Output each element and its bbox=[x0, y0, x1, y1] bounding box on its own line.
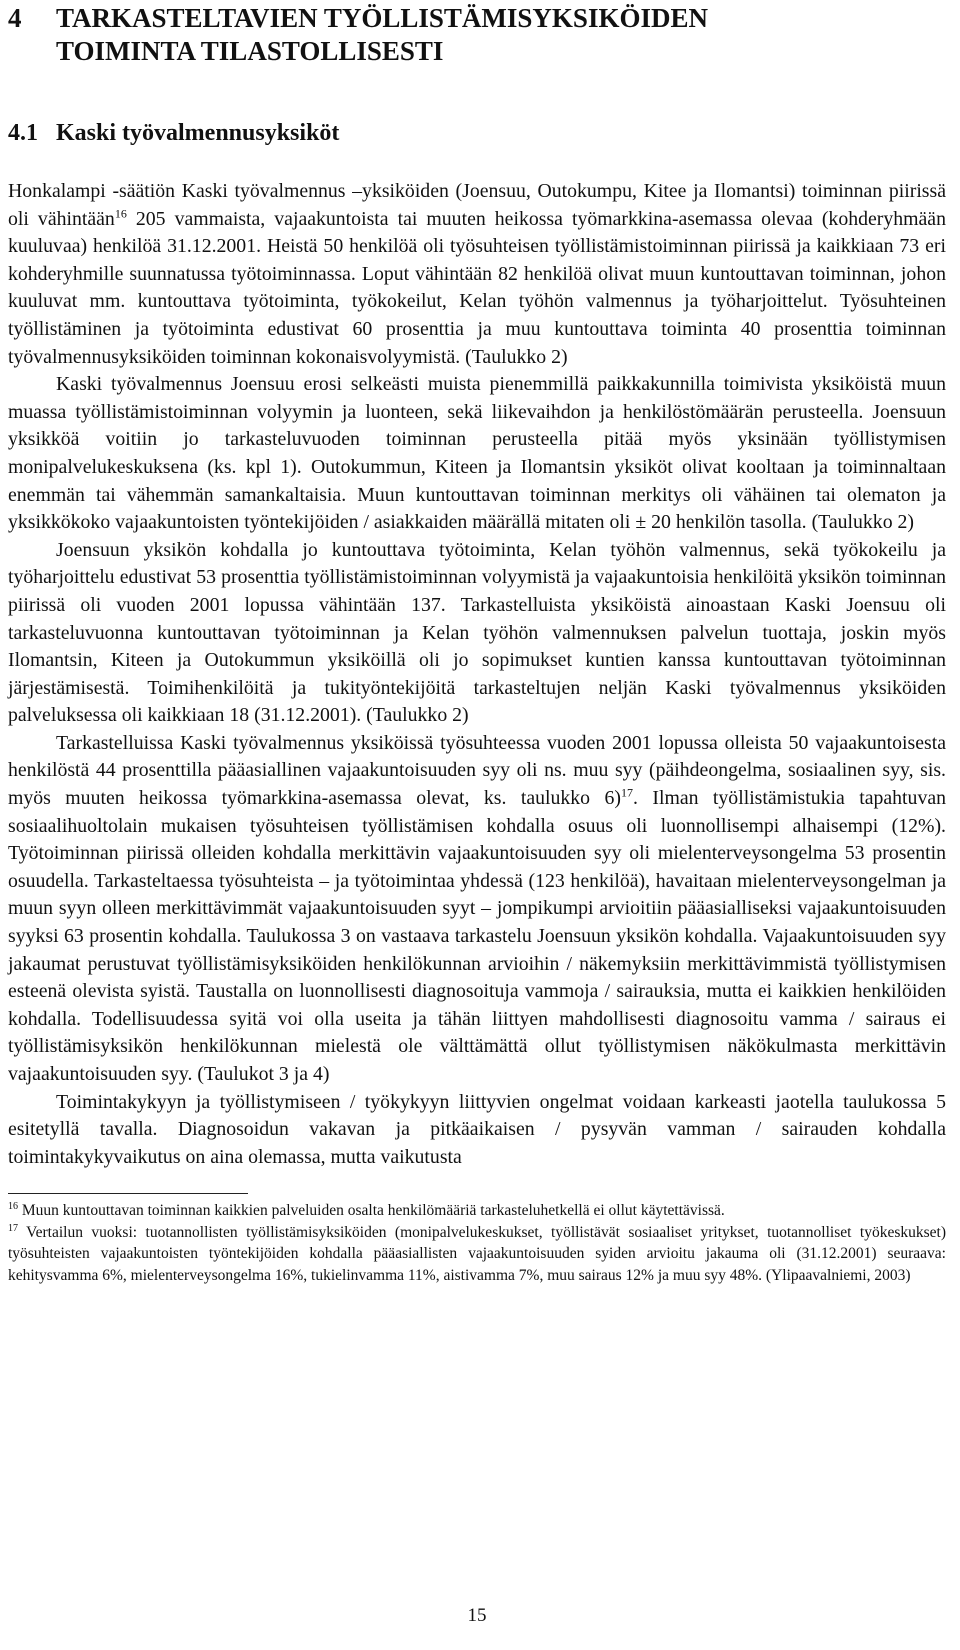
chapter-title-line-1: TARKASTELTAVIEN TYÖLLISTÄMISYKSIKÖIDEN bbox=[56, 3, 708, 33]
footnote-16-mark: 16 bbox=[8, 1201, 18, 1213]
paragraph-1-part-b: 205 vammaista, vajaakuntoista tai muuten heikossa työmarkkina-asemassa olevaa (kohderyhmään kuuluvaa) henkilöä 31.12.2001. Heistä 50 henkilöä oli työsuhteisen työllistämistoiminnan piirissä ja kaikkiaan 73 eri kohderyhmille suunnatussa työtoiminnassa. Loput vähintään 82 henkilöä olivat muun kuntouttavan toiminnan, johon kuuluvat mm. kuntouttava työtoiminta, työkokeilut, Kelan työhön valmennus ja työharjoittelut. Työsuhteinen työllistäminen ja työtoiminta edustivat 60 prosenttia ja muu kuntouttava toiminta 40 prosenttia toiminnan työvalmennusyksiköiden toiminnan kokonaisvolyymistä. (Taulukko 2) bbox=[8, 207, 946, 368]
footnote-17 bbox=[8, 1222, 946, 1287]
section-number: 4.1 bbox=[8, 120, 38, 146]
footnote-17-text: Vertailun vuoksi: tuotannollisten työllistämisyksiköiden (monipalvelukeskukset, työllistävät sosiaaliset yritykset, tuotannolliset työkeskukset) työsuhteisten vajaakuntoisten työntekijöiden kohdalla pääasiallisten vajaakuntoisuuden syiden arvioitu jakauma oli (31.12.2001) seuraava: kehitysvamma 6%, mielenterveysongelma 16%, tukielinvamma 11%, aistivamma 7%, muu sairaus 12% ja muu syy 48%. (Ylipaavalniemi, 2003) bbox=[8, 1223, 946, 1284]
footnote-17-mark: 17 bbox=[8, 1222, 18, 1234]
chapter-heading bbox=[8, 2, 946, 68]
body-text bbox=[8, 178, 946, 1171]
footnotes bbox=[8, 1200, 946, 1286]
chapter-number: 4 bbox=[8, 3, 22, 33]
paragraph-4-part-a: Tarkastelluissa Kaski työvalmennus yksiköissä työsuhteessa vuoden 2001 lopussa olleista 50 vajaakuntoisesta henkilöstä 44 prosenttilla pääasiallinen vajaakuntoisuuden syy oli ns. muu syy (päihdeongelma, sosiaalinen syy, sis. myös muuten heikossa työmarkkina-asemassa olevat, ks. taulukko 6) bbox=[8, 731, 946, 810]
chapter-title-line-2: TOIMINTA TILASTOLLISESTI bbox=[56, 36, 444, 66]
chapter-title bbox=[56, 2, 708, 68]
footnote-16-text: Muun kuntouttavan toiminnan kaikkien palveluiden osalta henkilömääriä tarkasteluhetkellä ei ollut käytettävissä. bbox=[18, 1202, 725, 1220]
section-title: Kaski työvalmennusyksiköt bbox=[56, 120, 340, 146]
footnote-16 bbox=[8, 1200, 946, 1222]
paragraph-2: Kaski työvalmennus Joensuu erosi selkeästi muista pienemmillä paikkakunnilla toimivista yksiköistä muun muassa työllistämistoiminnan volyymin ja luonteen, sekä liikevaihdon ja henkilöstömäärän perusteella. Joensuun yksikköä voitiin jo tarkasteluvuoden toiminnan perusteella pitää myös yksinään työllistymisen monipalvelukeskuksena (ks. kpl 1). Outokummun, Kiteen ja Ilomantsin yksiköt olivat kooltaan ja toiminnaltaan enemmän tai vähemmän samankaltaisia. Muun kuntouttavan toiminnan merkitys oli vähäinen tai olematon ja yksikkökoko vajaakuntoisten työntekijöiden / asiakkaiden määrällä mitaten oli ± 20 henkilön tasolla. (Taulukko 2) bbox=[8, 373, 946, 534]
footnote-ref-16: 16 bbox=[114, 206, 127, 220]
paragraph-1 bbox=[8, 178, 946, 371]
section-heading bbox=[8, 118, 946, 148]
paragraph-4 bbox=[8, 730, 946, 1089]
paragraph-1-part-a: Honkalampi -säätiön Kaski työvalmennus –yksiköiden (Joensuu, Outokumpu, Kitee ja Ilomantsi) toiminnan piirissä oli vähintään bbox=[8, 180, 946, 230]
paragraph-5: Toimintakykyyn ja työllistymiseen / työkykyyn liittyvien ongelmat voidaan karkeasti jaotella taulukossa 5 esitetyllä tavalla. Diagnosoidun vakavan ja pitkäaikaisen / pysyvän vamman / sairauden kohdalla toimintakykyvaikutus on aina olemassa, mutta vaikutusta bbox=[8, 1090, 946, 1168]
paragraph-4-part-b: . Ilman työllistämistukia tapahtuvan sosiaalihuoltolain mukaisen työsuhteisen työllistämisen kohdalla osuus oli luonnollisempi alhaisempi (12%). Työtoiminnan piirissä olleiden kohdalla merkittävin vajaakuntoisuuden syy oli mielenterveysongelma 53 prosentin osuudella. Tarkasteltaessa työsuhteista – ja työtoimintaa yhdessä (123 henkilöä), havaitaan mielenterveysongelman ja muun syyn olleen merkittävimmät vajaakuntoisuuden syyt – jompikumpi arvioitiin pääasialliseksi vajaakuntoisuuden syyksi 63 prosentin kohdalla. Taulukossa 3 on vastaava tarkastelu Joensuun yksikön kohdalla. Vajaakuntoisuuden syy jakaumat perustuvat työllistämisyksiköiden henkilökunnan arvioihin / näkemyksiin merkittävimmistä työllistymisen esteenä olevista syistä. Taustalla on luonnollisesti diagnosoituja vammoja / sairauksia, mutta ei kaikkien henkilöiden kohdalla. Todellisuudessa syitä voi olla useita ja tähän liittyen mahdollisesti diagnosoitu vamma / sairaus ei työllistämisyksikön henkilökunnan mielestä ole välttämättä ollut työllistymisen näkökulmasta merkittävin vajaakuntoisuuden syy. (Taulukot 3 ja 4) bbox=[8, 787, 947, 1085]
document-page bbox=[8, 0, 947, 1626]
footnote-ref-17: 17 bbox=[620, 785, 633, 800]
footnote-divider bbox=[8, 1193, 248, 1194]
paragraph-3: Joensuun yksikön kohdalla jo kuntouttava työtoiminta, Kelan työhön valmennus, sekä työkokeilu ja työharjoittelu edustivat 53 prosenttia työllistämistoiminnan volyymistä ja vajaakuntoisia henkilöitä yksikön toiminnan piirissä oli vuoden 2001 lopussa vähintään 137. Tarkastelluista yksiköistä ainoastaan Kaski Joensuu oli tarkasteluvuonna kuntouttavan työtoiminnan ja Kelan työhön valmennuksen palvelun tuottaja, joskin myös Ilomantsin, Kiteen ja Outokummun yksiköillä oli jo sopimukset kuntien kanssa kuntouttavan työtoiminnan järjestämisestä. Toimihenkilöitä ja tukityöntekijöitä tarkasteltujen neljän Kaski työvalmennus yksiköiden palveluksessa oli kaikkiaan 18 (31.12.2001). (Taulukko 2) bbox=[8, 538, 946, 727]
page-number: 15 bbox=[467, 1605, 487, 1626]
